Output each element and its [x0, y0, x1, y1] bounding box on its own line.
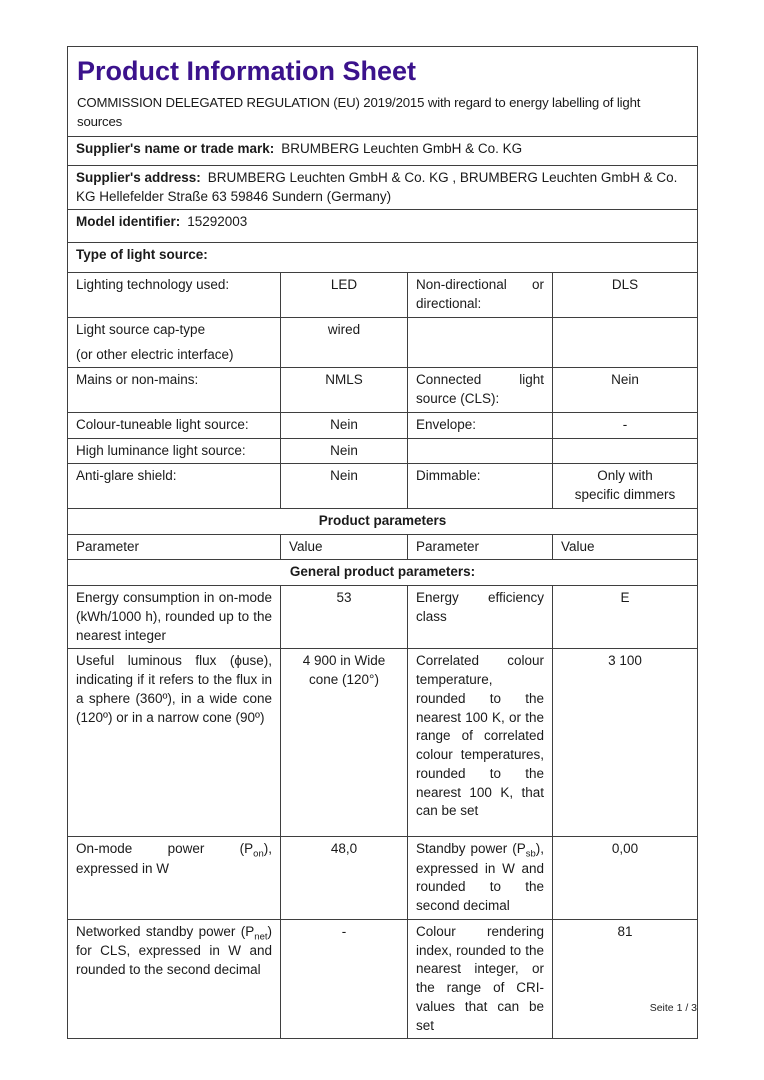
page-title: Product Information Sheet [77, 56, 417, 86]
param-value: Nein [281, 464, 408, 509]
general-parameters-title: General product parameters: [68, 560, 698, 586]
product-parameters-title: Product parameters [68, 508, 698, 534]
param-value: 3 100 [553, 649, 698, 837]
empty-cell [553, 317, 698, 368]
param-label: Colour rendering index, rounded to the nearest integer, or the range of CRI-values that can be set [408, 919, 553, 1039]
label-subscript: on [253, 849, 264, 861]
product-information-table [67, 46, 698, 1039]
cap-type-line1: Light source cap-type [76, 321, 206, 337]
column-header: Parameter [408, 534, 553, 560]
param-label: Dimmable: [408, 464, 553, 509]
param-label: Connected light source (CLS): [408, 368, 553, 413]
param-value: Nein [281, 412, 408, 438]
model-identifier-label: Model identifier: [76, 214, 181, 230]
param-value: wired [281, 317, 408, 368]
type-of-light-source-cell [68, 243, 698, 273]
param-value: 48,0 [281, 837, 408, 919]
label-text: Networked standby power (P [76, 923, 255, 939]
param-value: 81 [553, 919, 698, 1039]
supplier-name-label: Supplier's name or trade mark: [76, 140, 275, 156]
param-label: Useful luminous flux (ϕuse), indicating if it refers to the flux in a sphere (360º), in a wide cone (120º) or in a narrow cone (90º) [68, 649, 281, 837]
table-row-general-parameters-header [68, 560, 698, 586]
column-header: Parameter [68, 534, 281, 560]
table-row-anti-glare [68, 464, 698, 509]
cap-type-line2: (or other electric interface) [76, 346, 234, 362]
regulation-subtitle: COMMISSION DELEGATED REGULATION (EU) 2019/2015 with regard to energy labelling of light sources [77, 95, 641, 130]
param-value: - [553, 412, 698, 438]
model-identifier-value: 15292003 [187, 214, 248, 230]
label-text: ), expressed in W and rounded to the second decimal [416, 841, 544, 914]
page-number: Seite 1 / 3 [649, 1002, 697, 1014]
param-value [553, 464, 698, 509]
label-text: ) for CLS, expressed in W and rounded to the second decimal [76, 923, 272, 977]
supplier-address-cell [68, 165, 698, 210]
param-value: - [281, 919, 408, 1039]
param-label [68, 919, 281, 1039]
param-label: Correlated colour temperature, rounded to the nearest 100 K, or the range of correlated colour temperatures, rounded to the nearest 100 K, that can be set [408, 649, 553, 837]
empty-cell [408, 317, 553, 368]
label-text: On-mode power (P [76, 841, 254, 857]
table-row-column-headers [68, 534, 698, 560]
header-cell [68, 47, 698, 137]
column-header: Value [553, 534, 698, 560]
param-label [68, 837, 281, 919]
dimmable-value-line1: Only with [597, 468, 653, 484]
param-label [68, 317, 281, 368]
table-row-networked-standby [68, 919, 698, 1039]
table-row-on-mode-power [68, 837, 698, 919]
param-value: E [553, 586, 698, 649]
empty-cell [553, 438, 698, 464]
label-subscript: net [254, 931, 268, 943]
table-row-supplier-name [68, 136, 698, 165]
table-row-useful-luminous-flux [68, 649, 698, 837]
param-value: NMLS [281, 368, 408, 413]
type-of-light-source-label: Type of light source: [76, 247, 208, 263]
dimmable-value-line2: specific dimmers [574, 487, 676, 503]
param-value: LED [281, 273, 408, 318]
param-value: 53 [281, 586, 408, 649]
param-label: Non-directional or directional: [408, 273, 553, 318]
param-label [408, 837, 553, 919]
table-row-colour-tuneable [68, 412, 698, 438]
table-row-model-identifier [68, 210, 698, 243]
label-text: ), expressed in W [76, 841, 272, 876]
param-value: Nein [553, 368, 698, 413]
table-row-cap-type [68, 317, 698, 368]
table-row-supplier-address [68, 165, 698, 210]
column-header: Value [281, 534, 408, 560]
param-value [281, 649, 408, 837]
table-row-product-parameters-header [68, 508, 698, 534]
param-label: Envelope: [408, 412, 553, 438]
param-value: Nein [281, 438, 408, 464]
supplier-address-label: Supplier's address: [76, 169, 201, 185]
param-label: Anti-glare shield: [68, 464, 281, 509]
flux-value-line2: cone (120°) [309, 672, 379, 688]
table-row-header [68, 47, 698, 137]
supplier-name-cell [68, 136, 698, 165]
param-label: Colour-tuneable light source: [68, 412, 281, 438]
label-subscript: sb [525, 849, 536, 861]
table-row-lighting-technology [68, 273, 698, 318]
table-row-energy-consumption [68, 586, 698, 649]
param-label: Energy consumption in on-mode (kWh/1000 h), rounded up to the nearest integer [68, 586, 281, 649]
param-label: Energy efficiency class [408, 586, 553, 649]
flux-value-line1: 4 900 in Wide [302, 653, 386, 669]
param-value: DLS [553, 273, 698, 318]
param-label: Mains or non-mains: [68, 368, 281, 413]
table-row-type-of-light-source [68, 243, 698, 273]
param-label: High luminance light source: [68, 438, 281, 464]
model-identifier-cell [68, 210, 698, 243]
supplier-address-value: BRUMBERG Leuchten GmbH & Co. KG , BRUMBERG Leuchten GmbH & Co. KG Hellefelder Straße 63 59846 Sundern (Germany) [76, 169, 678, 204]
empty-cell [408, 438, 553, 464]
table-row-high-luminance [68, 438, 698, 464]
param-value: 0,00 [553, 837, 698, 919]
label-text: Standby power (P [416, 841, 526, 857]
param-label: Lighting technology used: [68, 273, 281, 318]
supplier-name-value: BRUMBERG Leuchten GmbH & Co. KG [281, 140, 523, 156]
table-row-mains [68, 368, 698, 413]
